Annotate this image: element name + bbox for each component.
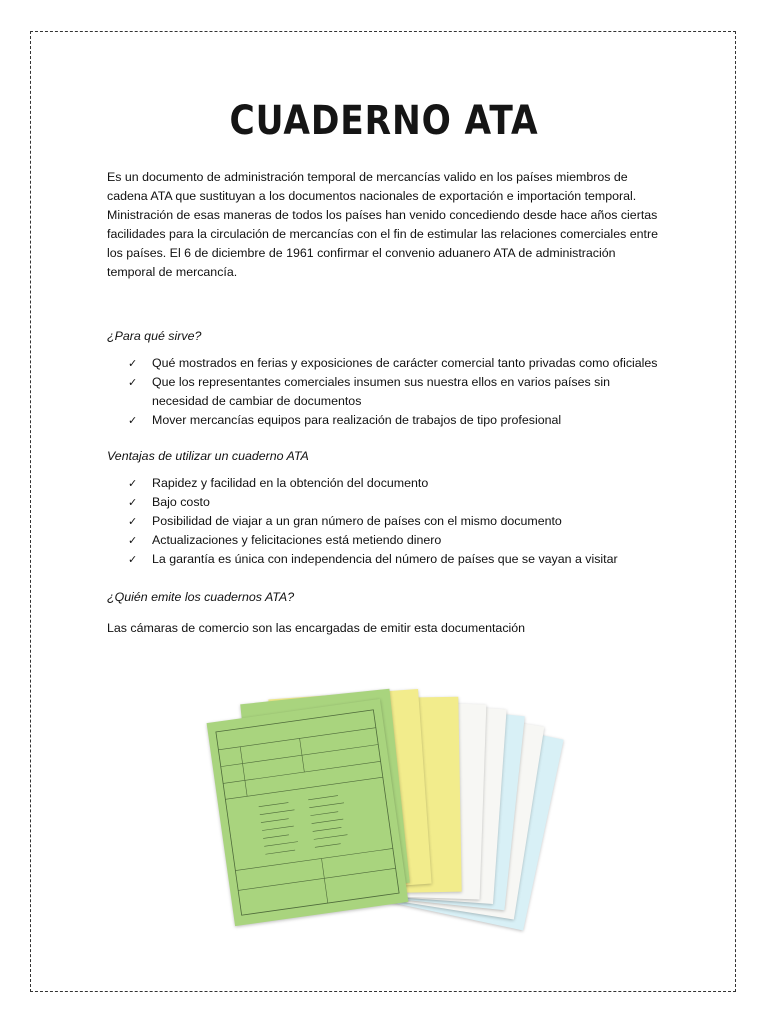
uses-list (107, 354, 662, 430)
list-item: ✓ Qué mostrados en ferias y exposiciones de carácter comercial tanto privadas como oficiales (152, 354, 662, 373)
list-item: ✓ Bajo costo (152, 493, 662, 512)
section-heading-uses: ¿Para qué sirve? (107, 329, 202, 343)
intro-paragraph: Es un documento de administración temporal de mercancías valido en los países miembros de cadena ATA que sustituyan a los documentos nacionales de exportación e importación temporal. Ministración de esas maneras de todos los países han venido concediendo desde hace años ciertas facilidades para la circulación de mercancías con el fin de estimular las relaciones comerciales entre los países. El 6 de diciembre de 1961 confirmar el convenio aduanero ATA de administración temporal de mercancía. (107, 170, 658, 279)
document-body (107, 168, 662, 638)
list-item: ✓ Que los representantes comerciales insumen sus nuestra ellos en varios países sin necesidad de cambiar de documentos (152, 373, 662, 411)
list-item: ✓ La garantía es única con independencia del número de países que se vayan a visitar (152, 550, 662, 569)
section-heading-issuer: ¿Quién emite los cuadernos ATA? (107, 590, 295, 604)
list-item: ✓ Actualizaciones y felicitaciones está metiendo dinero (152, 531, 662, 550)
list-item: ✓ Mover mercancías equipos para realización de trabajos de tipo profesional (152, 411, 662, 430)
document-sheet-green-front (207, 699, 409, 926)
form-lines (207, 699, 409, 926)
page-title: CUADERNO ATA (229, 98, 539, 144)
list-item: ✓ Posibilidad de viajar a un gran número de países con el mismo documento (152, 512, 662, 531)
section-heading-advantages: Ventajas de utilizar un cuaderno ATA (107, 449, 309, 463)
issuer-answer: Las cámaras de comercio son las encargadas de emitir esta documentación (107, 621, 526, 635)
list-item: ✓ Rapidez y facilidad en la obtención del documento (152, 474, 662, 493)
advantages-list (107, 474, 662, 569)
ata-carnet-image (205, 692, 560, 927)
